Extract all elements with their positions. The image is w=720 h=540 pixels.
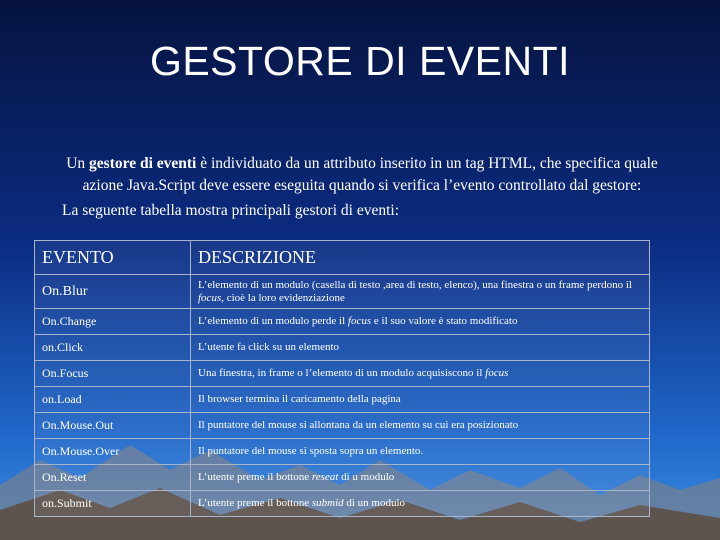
event-name: On.Change [35,309,191,335]
event-name: on.Load [35,387,191,413]
table-row [35,439,650,465]
header-descrizione: DESCRIZIONE [191,241,650,275]
page-title: GESTORE DI EVENTI [149,38,571,84]
table-row [35,387,650,413]
event-description: L’utente preme il bottone reseat di u modulo [191,465,650,491]
event-name: on.Click [35,335,191,361]
event-description: L’elemento di un modulo perde il focus e il suo valore è stato modificato [191,309,650,335]
table-row [35,335,650,361]
table-row [35,309,650,335]
event-description: L’utente preme il bottone submid di un modulo [191,491,650,517]
header-evento: EVENTO [35,241,191,275]
intro-paragraph [62,153,662,197]
intro-text-rest: è individuato da un attributo inserito in un tag HTML, che specifica quale azione Java.Script deve essere eseguita quando si verifica l’evento controllato dal gestore: [82,155,658,194]
event-name: On.Blur [35,275,191,309]
event-name: on.Submit [35,491,191,517]
event-description: Il puntatore del mouse si sposta sopra un elemento. [191,439,650,465]
table-row [35,275,650,309]
table-row [35,491,650,517]
event-name: On.Mouse.Over [35,439,191,465]
event-description: L’utente fa click su un elemento [191,335,650,361]
intro-text-start: Un [66,155,90,172]
table-lead-text: La seguente tabella mostra principali gestori di eventi: [62,202,400,219]
table-row [35,413,650,439]
event-name: On.Mouse.Out [35,413,191,439]
table-row [35,465,650,491]
table-row [35,361,650,387]
event-description: Il puntatore del mouse si allontana da un elemento su cui era posizionato [191,413,650,439]
event-description: Una finestra, in frame o l’elemento di un modulo acquisiscono il focus [191,361,650,387]
event-name: On.Focus [35,361,191,387]
event-handlers-table [34,240,650,517]
intro-bold-term: gestore di eventi [89,155,197,172]
event-description: L’elemento di un modulo (casella di testo ,area di testo, elenco), una finestra o un frame perdono il focus, cioè la loro evidenziazione [191,275,650,309]
table-header-row [35,241,650,275]
event-name: On.Reset [35,465,191,491]
event-description: Il browser termina il caricamento della pagina [191,387,650,413]
